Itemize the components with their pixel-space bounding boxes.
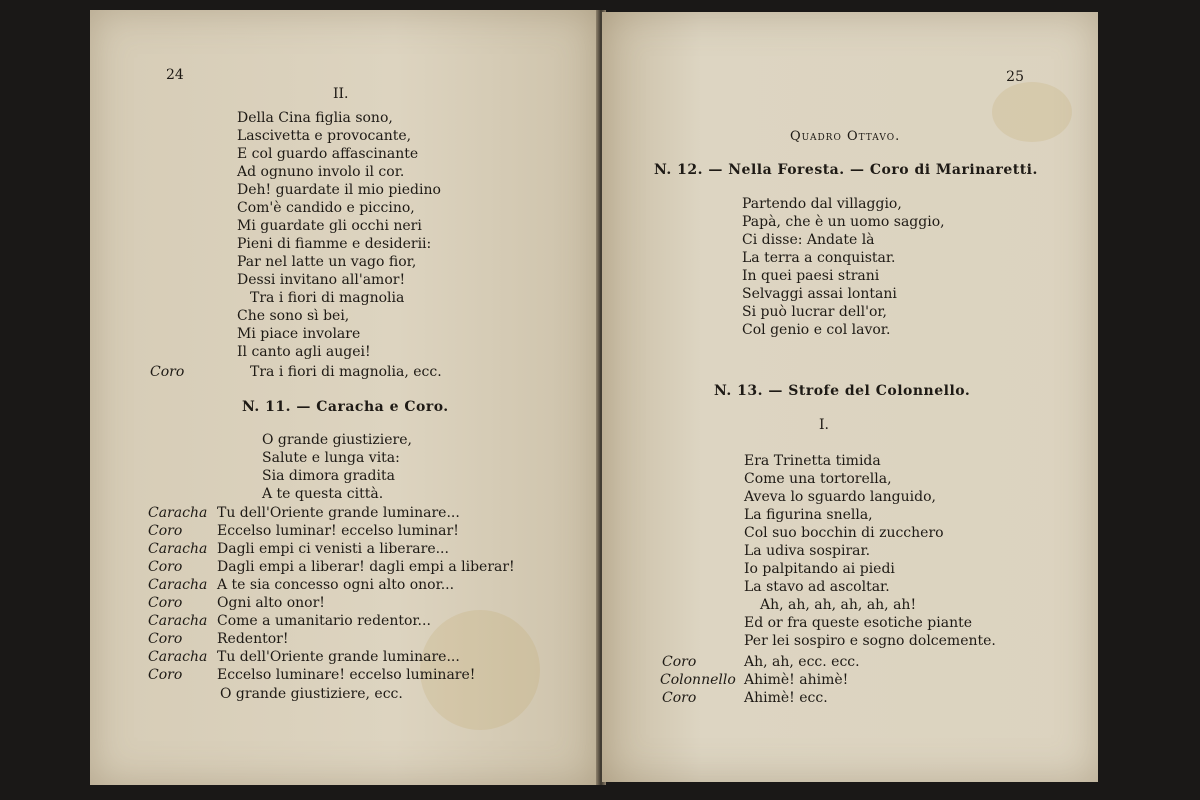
dialogue-line: A te sia concesso ogni alto onor... — [217, 577, 455, 593]
paper-stain — [992, 82, 1072, 142]
speaker-label: Colonnello — [660, 672, 736, 688]
verse-line: Selvaggi assai lontani — [742, 286, 897, 302]
verse-line: In quei paesi strani — [742, 268, 880, 284]
dialogue-line: Dagli empi a liberar! dagli empi a liberar! — [217, 559, 515, 575]
verse-line: Col genio e col lavor. — [742, 322, 891, 338]
dialogue-line: Ogni alto onor! — [217, 595, 325, 611]
verse-line: Ed or fra queste esotiche piante — [744, 615, 972, 631]
verse-line: Si può lucrar dell'or, — [742, 304, 887, 320]
verse-line: Era Trinetta timida — [744, 453, 881, 469]
verse-line: Sia dimora gradita — [262, 468, 395, 484]
verse-line: Che sono sì bei, — [237, 308, 350, 324]
dialogue-line: Ahimè! ahimè! — [744, 672, 849, 688]
speaker-label: Caracha — [148, 649, 208, 665]
verse-line: E col guardo affascinante — [237, 146, 419, 162]
verse-line: Papà, che è un uomo saggio, — [742, 214, 945, 230]
speaker-label: Coro — [662, 654, 697, 670]
verse-line: Per lei sospiro e sogno dolcemente. — [744, 633, 996, 649]
right-page — [602, 12, 1098, 782]
speaker-label: Caracha — [148, 505, 208, 521]
verse-line: Come una tortorella, — [744, 471, 892, 487]
verse-line: Col suo bocchin di zucchero — [744, 525, 944, 541]
dialogue-line: Tu dell'Oriente grande luminare... — [217, 505, 460, 521]
dialogue-line: Ah, ah, ecc. ecc. — [744, 654, 860, 670]
speaker-label: Coro — [148, 631, 183, 647]
dialogue-line: Tu dell'Oriente grande luminare... — [217, 649, 460, 665]
left-page — [90, 10, 598, 785]
section-heading-n13: N. 13. — Strofe del Colonnello. — [714, 383, 971, 399]
speaker-label: Coro — [150, 364, 185, 380]
verse-line: Ah, ah, ah, ah, ah, ah! — [760, 597, 917, 613]
speaker-label: Caracha — [148, 577, 208, 593]
closing-line: O grande giustiziere, ecc. — [220, 686, 403, 702]
page-number-left: 24 — [166, 67, 184, 83]
verse-line: Ci disse: Andate là — [742, 232, 875, 248]
verse-line: Mi piace involare — [237, 326, 361, 342]
verse-line: Lascivetta e provocante, — [237, 128, 412, 144]
page-number-right: 25 — [1006, 69, 1024, 85]
dialogue-line: Dagli empi ci venisti a liberare... — [217, 541, 449, 557]
verse-line: Il canto agli augei! — [237, 344, 371, 360]
dialogue-line: Eccelso luminare! eccelso luminare! — [217, 667, 476, 683]
verse-line: Com'è candido e piccino, — [237, 200, 415, 216]
verse-line: La terra a conquistar. — [742, 250, 896, 266]
verse-line: Dessi invitano all'amor! — [237, 272, 406, 288]
speaker-label: Coro — [662, 690, 697, 706]
verse-line: Della Cina figlia sono, — [237, 110, 393, 126]
verse-line: Ad ognuno involo il cor. — [237, 164, 405, 180]
speaker-label: Coro — [148, 667, 183, 683]
verse-line: O grande giustiziere, — [262, 432, 412, 448]
dialogue-line: Ahimè! ecc. — [744, 690, 828, 706]
verse-line: Tra i fiori di magnolia, ecc. — [250, 364, 442, 380]
verse-line: Deh! guardate il mio piedino — [237, 182, 441, 198]
dialogue-line: Redentor! — [217, 631, 289, 647]
verse-line: Mi guardate gli occhi neri — [237, 218, 422, 234]
speaker-label: Caracha — [148, 613, 208, 629]
verse-line: La stavo ad ascoltar. — [744, 579, 890, 595]
verse-line: Salute e lunga vita: — [262, 450, 400, 466]
dialogue-line: Eccelso luminar! eccelso luminar! — [217, 523, 459, 539]
verse-line: Pieni di fiamme e desiderii: — [237, 236, 432, 252]
verse-line: A te questa città. — [262, 486, 384, 502]
speaker-label: Coro — [148, 595, 183, 611]
section-numeral-i: I. — [819, 417, 829, 433]
verse-line: Partendo dal villaggio, — [742, 196, 902, 212]
section-numeral-ii: II. — [333, 86, 349, 102]
speaker-label: Coro — [148, 559, 183, 575]
verse-line: La udiva sospirar. — [744, 543, 871, 559]
section-heading-n12: N. 12. — Nella Foresta. — Coro di Marinaretti. — [654, 162, 1038, 178]
verse-line: Par nel latte un vago fior, — [237, 254, 417, 270]
quadro-title: Quadro Ottavo. — [790, 129, 901, 144]
section-heading-n11: N. 11. — Caracha e Coro. — [242, 399, 449, 415]
speaker-label: Coro — [148, 523, 183, 539]
speaker-label: Caracha — [148, 541, 208, 557]
verse-line: Io palpitando ai piedi — [744, 561, 895, 577]
dialogue-line: Come a umanitario redentor... — [217, 613, 431, 629]
verse-line: Tra i fiori di magnolia — [250, 290, 405, 306]
verse-line: Aveva lo sguardo languido, — [744, 489, 936, 505]
verse-line: La figurina snella, — [744, 507, 873, 523]
